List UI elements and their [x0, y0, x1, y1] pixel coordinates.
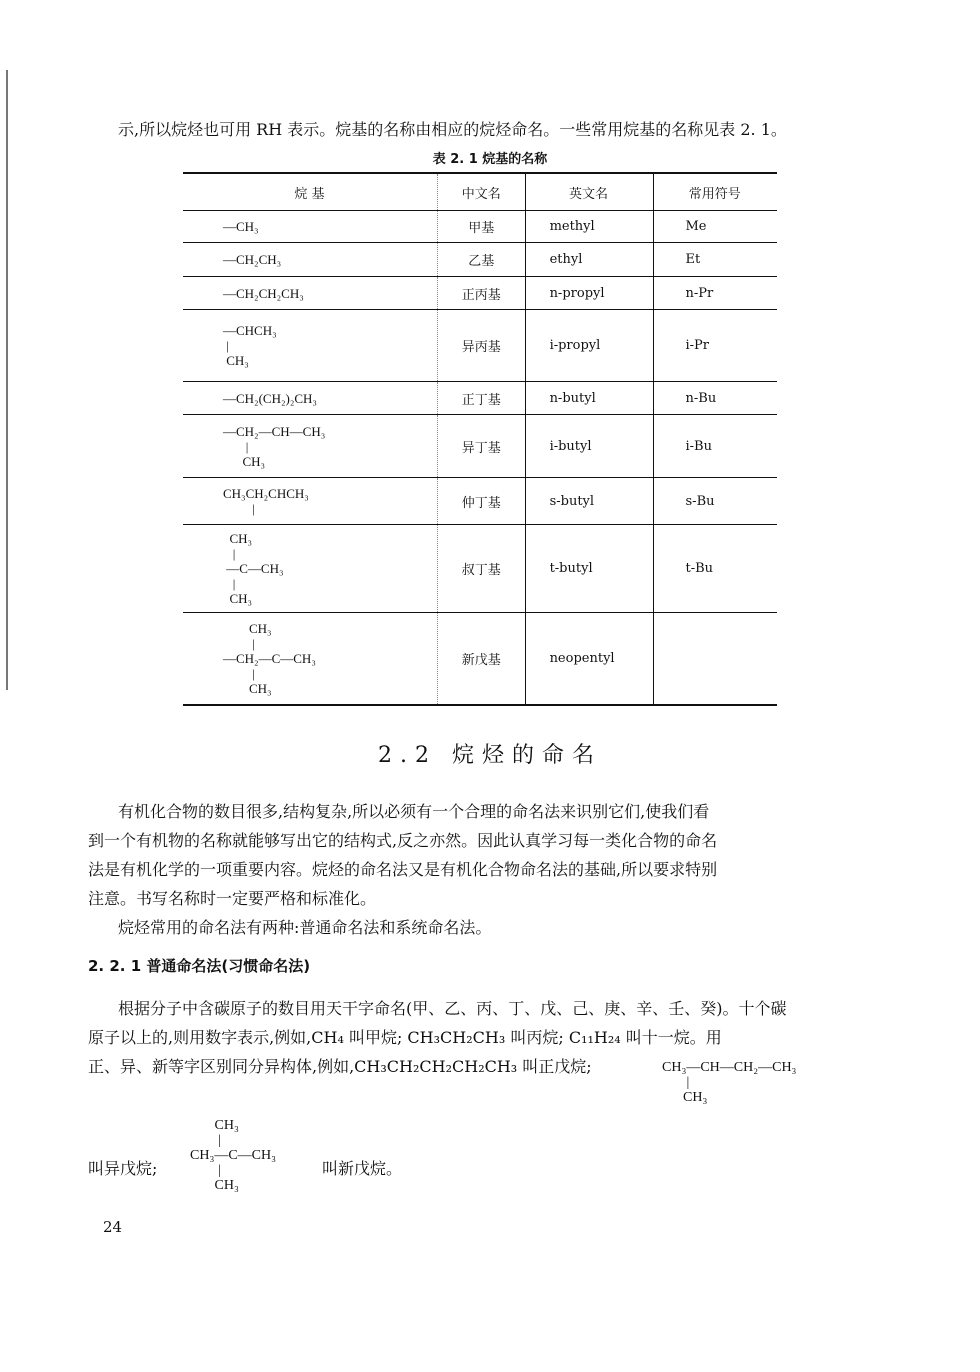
english-name: methyl	[525, 211, 653, 243]
paragraph-line: 有机化合物的数目很多,结构复杂,所以必须有一个合理的命名法来识别它们,使我们看	[118, 802, 710, 821]
chinese-name: 甲基	[437, 211, 525, 243]
alkyl-formula: —CH₂CH₃	[223, 252, 282, 267]
paragraph-line: 注意。书写名称时一定要严格和标准化。	[88, 889, 377, 908]
english-name: i-butyl	[525, 415, 653, 478]
chinese-name: 正丙基	[437, 277, 525, 310]
symbol	[653, 613, 777, 705]
symbol: Me	[653, 211, 777, 243]
subsection-heading: 2. 2. 1 普通命名法(习惯命名法)	[88, 957, 311, 975]
header-alkyl: 烷 基	[183, 173, 437, 211]
english-name: neopentyl	[525, 613, 653, 705]
table-row	[183, 525, 777, 613]
isopentane-structure: CH₃—CH—CH₂—CH₃ | CH₃	[662, 1060, 797, 1105]
table-row	[183, 277, 777, 310]
table-row	[183, 478, 777, 525]
symbol: i-Pr	[653, 310, 777, 382]
paragraph-line: 法是有机化学的一项重要内容。烷烃的命名法又是有机化合物命名法的基础,所以要求特别	[88, 860, 718, 879]
paragraph-line: 烷烃常用的命名法有两种:普通命名法和系统命名法。	[118, 918, 492, 937]
chinese-name: 仲丁基	[437, 478, 525, 525]
neopentane-label: 叫新戊烷。	[322, 1159, 403, 1178]
header-chinese-name: 中文名	[437, 173, 525, 211]
symbol: i-Bu	[653, 415, 777, 478]
english-name: ethyl	[525, 243, 653, 277]
chinese-name: 乙基	[437, 243, 525, 277]
alkyl-formula: CH₃ | —CH₂—C—CH₃ | CH₃	[223, 620, 316, 696]
alkyl-formula: —CH₃	[223, 219, 259, 234]
table-row	[183, 415, 777, 478]
table-row	[183, 613, 777, 705]
chinese-name: 叔丁基	[437, 525, 525, 613]
alkyl-formula: —CH₂CH₂CH₃	[223, 285, 304, 301]
symbol: n-Pr	[653, 277, 777, 310]
alkyl-names-table	[183, 172, 777, 706]
symbol: s-Bu	[653, 478, 777, 525]
table-row	[183, 211, 777, 243]
chinese-name: 异丁基	[437, 415, 525, 478]
chinese-name: 异丙基	[437, 310, 525, 382]
paragraph-line: 到一个有机物的名称就能够写出它的结构式,反之亦然。因此认真学习每一类化合物的命名	[88, 831, 718, 850]
alkyl-formula: —CHCH₃ | CH₃	[223, 323, 277, 368]
alkyl-formula: —CH₂(CH₂)₂CH₃	[223, 390, 317, 406]
section-title: 2.2 烷烃的命名	[378, 743, 602, 768]
isopentane-label: 叫异戊烷;	[88, 1159, 158, 1178]
alkyl-formula: —CH₂—CH—CH₃ | CH₃	[223, 423, 326, 469]
symbol: t-Bu	[653, 525, 777, 613]
symbol: n-Bu	[653, 382, 777, 415]
english-name: i-propyl	[525, 310, 653, 382]
english-name: n-butyl	[525, 382, 653, 415]
header-english-name: 英文名	[525, 173, 653, 211]
chinese-name: 新戊基	[437, 613, 525, 705]
table-header-row	[183, 173, 777, 211]
paragraph-line: 原子以上的,则用数字表示,例如,CH₄ 叫甲烷; CH₃CH₂CH₃ 叫丙烷; C₁₁H₂₄ 叫十一烷。用	[88, 1028, 722, 1047]
table-row	[183, 382, 777, 415]
header-symbol: 常用符号	[653, 173, 777, 211]
paragraph-line: 正、异、新等字区别同分异构体,例如,CH₃CH₂CH₂CH₂CH₃ 叫正戊烷;	[88, 1057, 592, 1076]
page-number: 24	[103, 1218, 123, 1236]
english-name: t-butyl	[525, 525, 653, 613]
alkyl-formula: CH₃ | —C—CH₃ | CH₃	[226, 531, 284, 606]
alkyl-formula: CH₃CH₂CHCH₃ |	[223, 486, 309, 516]
table-row	[183, 243, 777, 277]
intro-line: 示,所以烷烃也可用 RH 表示。烷基的名称由相应的烷烃命名。一些常用烷基的名称见表 2. 1。	[118, 120, 787, 139]
paragraph-line: 根据分子中含碳原子的数目用天干字命名(甲、乙、丙、丁、戊、己、庚、辛、壬、癸)。十个碳	[118, 999, 787, 1018]
english-name: s-butyl	[525, 478, 653, 525]
table-caption: 表 2. 1 烷基的名称	[432, 152, 548, 167]
chinese-name: 正丁基	[437, 382, 525, 415]
symbol: Et	[653, 243, 777, 277]
table-row	[183, 310, 777, 382]
english-name: n-propyl	[525, 277, 653, 310]
neopentane-structure: CH₃ | CH₃—C—CH₃ | CH₃	[190, 1118, 276, 1193]
